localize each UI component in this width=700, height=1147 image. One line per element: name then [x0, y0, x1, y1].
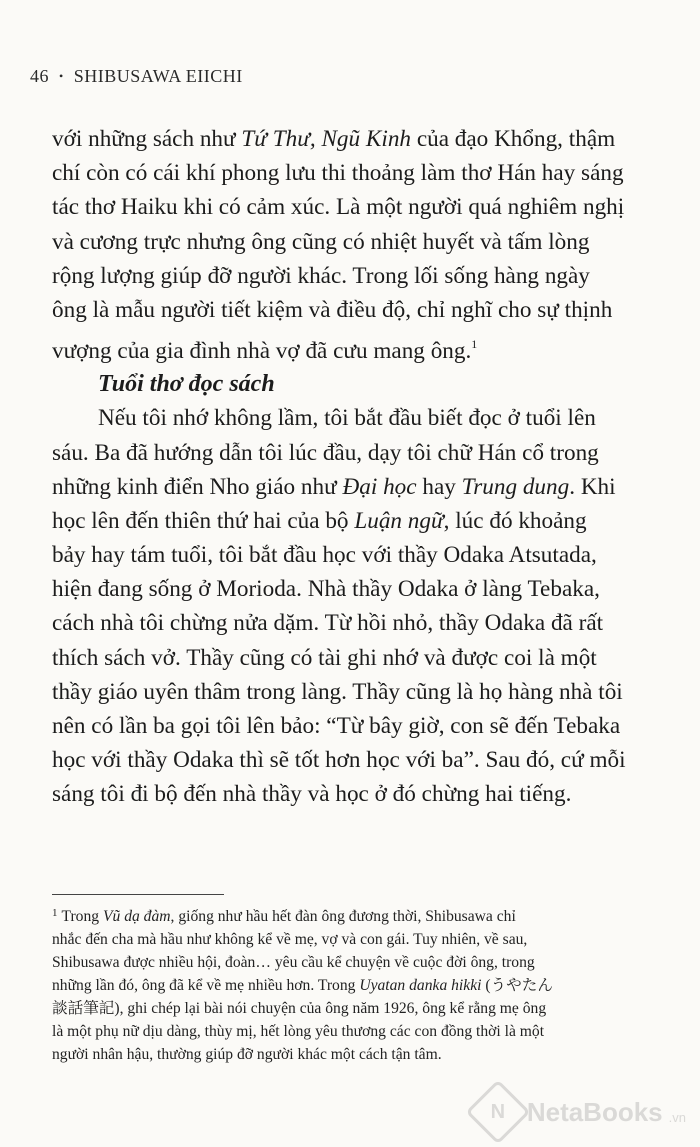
- text-line: bảy hay tám tuổi, tôi bắt đầu học với thầy Odaka Atsutada,: [52, 542, 597, 569]
- footnote-line: [52, 974, 652, 997]
- text-line: [52, 122, 652, 156]
- text-line: và cương trực nhưng ông cũng có nhiệt huyết và tấm lòng: [52, 228, 590, 255]
- footnote-line: Shibusawa được nhiều hội, đoàn… yêu cầu kể chuyện về cuộc đời ông, trong: [52, 954, 535, 971]
- main-text: [52, 122, 652, 812]
- footnote-line: là một phụ nữ dịu dàng, thùy mị, hết lòng yêu thương các con đồng thời là một: [52, 1023, 545, 1040]
- text-line: hiện đang sống ở Morioda. Nhà thầy Odaka ở làng Tebaka,: [52, 576, 600, 603]
- text-span: , giống như hầu hết đàn ông đương thời, Shibusawa chỉ: [170, 908, 516, 925]
- text-span: những lần đó, ông đã kể về mẹ nhiều hơn. Trong: [52, 977, 360, 994]
- footnote-line: nhắc đến cha mà hầu như không kể về mẹ, vợ và con gái. Tuy nhiên, về sau,: [52, 931, 528, 948]
- watermark: [475, 1089, 686, 1135]
- text-line: sáu. Ba đã hướng dẫn tôi lúc đầu, dạy tôi chữ Hán cổ trong: [52, 439, 599, 466]
- running-header: [30, 66, 243, 87]
- footnote-line: người nhân hậu, thường giúp đỡ người khác một cách tận tâm.: [52, 1046, 442, 1063]
- text-line: thầy giáo uyên thâm trong làng. Thầy cũng là họ hàng nhà tôi: [52, 678, 623, 705]
- header-separator: •: [59, 69, 64, 83]
- text-line: cách nhà tôi chừng nửa dặm. Từ hồi nhỏ, thầy Odaka đã rất: [52, 610, 604, 637]
- text-line: rộng lượng giúp đỡ người khác. Trong lối sống hàng ngày: [52, 262, 590, 289]
- book-title: Uyatan danka hikki: [359, 977, 482, 994]
- footnote-divider: [52, 894, 224, 895]
- book-title: Trung dung: [461, 473, 570, 500]
- logo-letter: N: [490, 1100, 506, 1123]
- text-line: chí còn có cái khí phong lưu thi thoảng làm thơ Hán hay sáng: [52, 160, 624, 187]
- text-line: học với thầy Odaka thì sẽ tốt hơn học với ba”. Sau đó, cứ mỗi: [52, 747, 626, 774]
- section-heading: Tuổi thơ đọc sách: [98, 371, 275, 398]
- footnote-mark: 1: [52, 907, 58, 919]
- text-span: hay: [416, 473, 462, 500]
- footnote-line: [52, 902, 652, 928]
- text-span: với những sách như: [52, 126, 242, 152]
- text-span: (うやたん: [481, 977, 553, 994]
- text-span: vượng của gia đình nhà vợ đã cưu mang ông.: [52, 338, 472, 365]
- book-title: Vũ dạ đàm: [102, 908, 171, 925]
- text-span: của đạo Khổng, thậm: [411, 126, 616, 152]
- text-span: những kinh điển Nho giáo như: [52, 473, 343, 500]
- text-line: [52, 470, 652, 504]
- footnote-reference: 1: [471, 337, 478, 352]
- text-line: Nếu tôi nhớ không lầm, tôi bắt đầu biết đọc ở tuổi lên: [98, 405, 596, 432]
- text-span: . Khi: [569, 473, 616, 500]
- footnote-line: 談話筆記), ghi chép lại bài nói chuyện của ông năm 1926, ông kể rằng mẹ ông: [52, 1000, 547, 1017]
- watermark-suffix: .vn: [668, 1109, 686, 1125]
- running-title: SHIBUSAWA EIICHI: [73, 66, 243, 86]
- text-span: Trong: [61, 908, 103, 925]
- book-title: Tứ Thư, Ngũ Kinh: [241, 126, 412, 152]
- text-line: sáng tôi đi bộ đến nhà thầy và học ở đó chừng hai tiếng.: [52, 781, 572, 808]
- text-line: [52, 504, 652, 538]
- text-line: thích sách vở. Thầy cũng có tài ghi nhớ và được coi là một: [52, 644, 597, 671]
- paragraph-1: [52, 122, 652, 365]
- page-number: 46: [30, 66, 49, 86]
- paragraph-2: [52, 401, 652, 811]
- text-span: , lúc đó khoảng: [443, 507, 587, 534]
- book-title: Luận ngữ: [354, 507, 444, 534]
- footnote: [52, 902, 652, 1066]
- watermark-brand: NetaBooks: [526, 1096, 663, 1127]
- text-line: nên có lần ba gọi tôi lên bảo: “Từ bây giờ, con sẽ đến Tebaka: [52, 713, 621, 739]
- text-line: tác thơ Haiku khi có cảm xúc. Là một người quá nghiêm nghị: [52, 194, 625, 221]
- netabooks-logo-icon: [465, 1079, 530, 1144]
- text-line: [52, 327, 652, 365]
- text-span: học lên đến thiên thứ hai của bộ: [52, 507, 355, 534]
- book-title: Đại học: [342, 473, 417, 500]
- text-line: ông là mẫu người tiết kiệm và điều độ, chỉ nghĩ cho sự thịnh: [52, 296, 613, 323]
